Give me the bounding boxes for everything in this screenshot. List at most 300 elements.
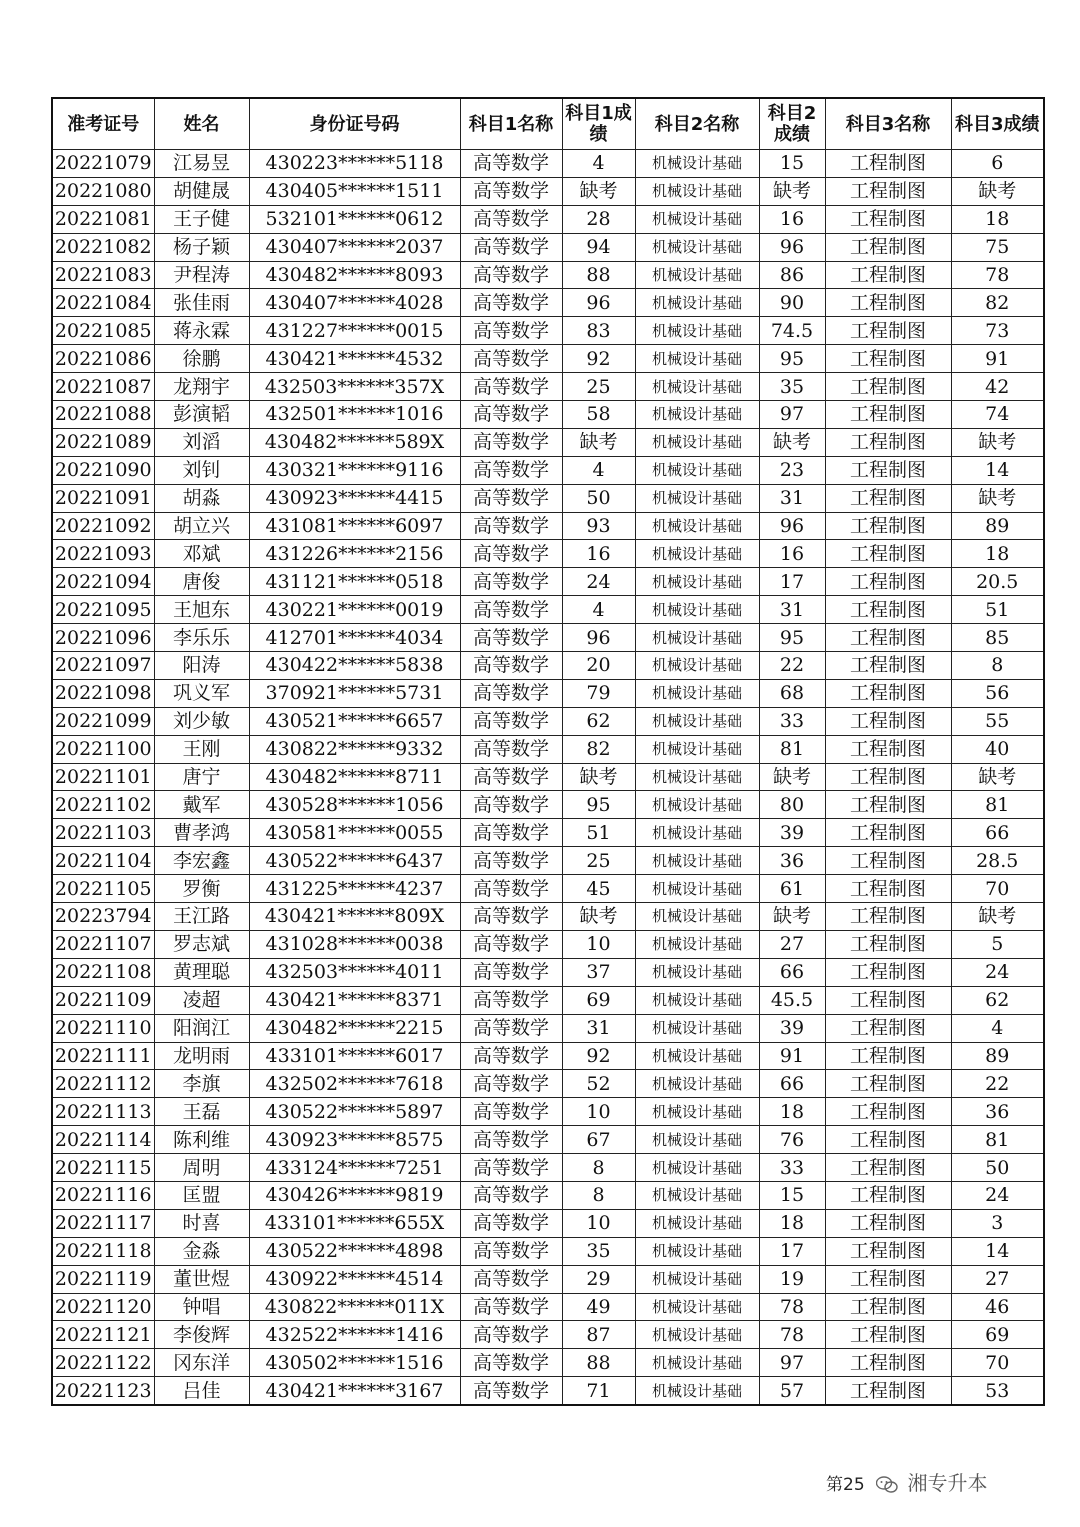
subject3-score-cell: 62 <box>951 986 1044 1014</box>
subject2-score-cell: 33 <box>759 707 825 735</box>
id-number-cell: 430922******4514 <box>249 1265 460 1293</box>
exam-id-cell: 20221099 <box>52 707 154 735</box>
subject1-score-cell: 8 <box>562 1154 635 1182</box>
subject3-score-cell: 81 <box>951 1126 1044 1154</box>
table-row <box>52 1349 1044 1377</box>
subject1-score-cell: 4 <box>562 150 635 178</box>
subject2-score-cell: 68 <box>759 679 825 707</box>
subject3-name-cell: 工程制图 <box>825 1042 951 1070</box>
subject2-name-cell: 机械设计基础 <box>635 847 759 875</box>
exam-id-cell: 20221113 <box>52 1098 154 1126</box>
subject1-score-cell: 25 <box>562 847 635 875</box>
subject1-score-cell: 45 <box>562 875 635 903</box>
id-number-cell: 412701******4034 <box>249 624 460 652</box>
name-cell: 胡健晟 <box>154 177 249 205</box>
id-number-cell: 430522******5897 <box>249 1098 460 1126</box>
subject3-score-cell: 18 <box>951 540 1044 568</box>
subject1-name-cell: 高等数学 <box>460 1321 562 1349</box>
subject3-name-cell: 工程制图 <box>825 1377 951 1405</box>
subject1-score-cell: 51 <box>562 819 635 847</box>
subject3-name-cell: 工程制图 <box>825 1321 951 1349</box>
table-row <box>52 791 1044 819</box>
table-row <box>52 679 1044 707</box>
table-row <box>52 1209 1044 1237</box>
exam-id-cell: 20221087 <box>52 373 154 401</box>
subject3-score-cell: 66 <box>951 819 1044 847</box>
id-number-cell: 430522******4898 <box>249 1237 460 1265</box>
name-cell: 龙翔宇 <box>154 373 249 401</box>
table-row <box>52 1014 1044 1042</box>
subject2-name-cell: 机械设计基础 <box>635 763 759 791</box>
exam-id-cell: 20221104 <box>52 847 154 875</box>
subject3-name-cell: 工程制图 <box>825 791 951 819</box>
subject3-score-cell: 81 <box>951 791 1044 819</box>
subject2-name-cell: 机械设计基础 <box>635 735 759 763</box>
name-cell: 彭演韬 <box>154 401 249 429</box>
subject1-score-cell: 24 <box>562 568 635 596</box>
subject1-name-cell: 高等数学 <box>460 596 562 624</box>
subject2-score-cell: 16 <box>759 540 825 568</box>
subject1-name-cell: 高等数学 <box>460 958 562 986</box>
header-cell: 准考证号 <box>52 98 154 150</box>
subject2-score-cell: 31 <box>759 596 825 624</box>
name-cell: 胡淼 <box>154 484 249 512</box>
subject3-score-cell: 55 <box>951 707 1044 735</box>
id-number-cell: 430923******4415 <box>249 484 460 512</box>
subject3-name-cell: 工程制图 <box>825 596 951 624</box>
subject1-score-cell: 28 <box>562 205 635 233</box>
subject1-score-cell: 58 <box>562 401 635 429</box>
table-row <box>52 1237 1044 1265</box>
exam-id-cell: 20221085 <box>52 317 154 345</box>
exam-id-cell: 20221122 <box>52 1349 154 1377</box>
exam-id-cell: 20221083 <box>52 261 154 289</box>
table-row <box>52 1321 1044 1349</box>
wechat-icon <box>876 1476 898 1494</box>
subject1-score-cell: 4 <box>562 596 635 624</box>
subject2-score-cell: 61 <box>759 875 825 903</box>
exam-id-cell: 20221119 <box>52 1265 154 1293</box>
id-number-cell: 431227******0015 <box>249 317 460 345</box>
subject1-name-cell: 高等数学 <box>460 1042 562 1070</box>
id-number-cell: 430822******011X <box>249 1293 460 1321</box>
subject1-score-cell: 35 <box>562 1237 635 1265</box>
name-cell: 巩义军 <box>154 679 249 707</box>
exam-id-cell: 20221091 <box>52 484 154 512</box>
subject3-score-cell: 6 <box>951 150 1044 178</box>
id-number-cell: 430482******589X <box>249 428 460 456</box>
subject2-name-cell: 机械设计基础 <box>635 289 759 317</box>
subject3-name-cell: 工程制图 <box>825 512 951 540</box>
subject3-score-cell: 78 <box>951 261 1044 289</box>
subject3-score-cell: 89 <box>951 1042 1044 1070</box>
table-row <box>52 484 1044 512</box>
name-cell: 时喜 <box>154 1209 249 1237</box>
subject3-score-cell: 3 <box>951 1209 1044 1237</box>
subject1-score-cell: 10 <box>562 1209 635 1237</box>
name-cell: 匡盟 <box>154 1181 249 1209</box>
table-row <box>52 596 1044 624</box>
exam-id-cell: 20221097 <box>52 652 154 680</box>
subject2-name-cell: 机械设计基础 <box>635 317 759 345</box>
subject2-name-cell: 机械设计基础 <box>635 679 759 707</box>
subject3-name-cell: 工程制图 <box>825 484 951 512</box>
exam-id-cell: 20221092 <box>52 512 154 540</box>
id-number-cell: 430421******809X <box>249 903 460 931</box>
id-number-cell: 432503******357X <box>249 373 460 401</box>
subject2-score-cell: 36 <box>759 847 825 875</box>
subject3-name-cell: 工程制图 <box>825 1098 951 1126</box>
table-row <box>52 568 1044 596</box>
subject3-name-cell: 工程制图 <box>825 1349 951 1377</box>
exam-id-cell: 20221121 <box>52 1321 154 1349</box>
subject1-name-cell: 高等数学 <box>460 624 562 652</box>
table-row <box>52 847 1044 875</box>
subject1-score-cell: 16 <box>562 540 635 568</box>
exam-id-cell: 20221100 <box>52 735 154 763</box>
subject3-score-cell: 4 <box>951 1014 1044 1042</box>
subject1-name-cell: 高等数学 <box>460 484 562 512</box>
subject2-score-cell: 16 <box>759 205 825 233</box>
id-number-cell: 430502******1516 <box>249 1349 460 1377</box>
exam-id-cell: 20221107 <box>52 930 154 958</box>
name-cell: 刘钊 <box>154 456 249 484</box>
subject2-score-cell: 缺考 <box>759 903 825 931</box>
subject2-name-cell: 机械设计基础 <box>635 1014 759 1042</box>
header-cell: 科目1成绩 <box>562 98 635 150</box>
exam-id-cell: 20221093 <box>52 540 154 568</box>
subject3-score-cell: 24 <box>951 958 1044 986</box>
table-row <box>52 401 1044 429</box>
subject2-name-cell: 机械设计基础 <box>635 1377 759 1405</box>
id-number-cell: 430421******4532 <box>249 345 460 373</box>
subject1-score-cell: 67 <box>562 1126 635 1154</box>
id-number-cell: 432502******7618 <box>249 1070 460 1098</box>
subject2-name-cell: 机械设计基础 <box>635 930 759 958</box>
subject2-name-cell: 机械设计基础 <box>635 540 759 568</box>
table-row <box>52 317 1044 345</box>
name-cell: 胡立兴 <box>154 512 249 540</box>
id-number-cell: 430822******9332 <box>249 735 460 763</box>
id-number-cell: 430581******0055 <box>249 819 460 847</box>
exam-id-cell: 20221115 <box>52 1154 154 1182</box>
id-number-cell: 430421******8371 <box>249 986 460 1014</box>
id-number-cell: 430521******6657 <box>249 707 460 735</box>
subject1-name-cell: 高等数学 <box>460 735 562 763</box>
subject1-name-cell: 高等数学 <box>460 150 562 178</box>
subject2-score-cell: 78 <box>759 1321 825 1349</box>
subject2-score-cell: 45.5 <box>759 986 825 1014</box>
subject3-score-cell: 85 <box>951 624 1044 652</box>
exam-id-cell: 20223794 <box>52 903 154 931</box>
subject3-name-cell: 工程制图 <box>825 1181 951 1209</box>
subject3-score-cell: 50 <box>951 1154 1044 1182</box>
subject2-score-cell: 缺考 <box>759 428 825 456</box>
id-number-cell: 430407******4028 <box>249 289 460 317</box>
header-cell: 科目1名称 <box>460 98 562 150</box>
name-cell: 王磊 <box>154 1098 249 1126</box>
name-cell: 唐俊 <box>154 568 249 596</box>
subject2-name-cell: 机械设计基础 <box>635 373 759 401</box>
table-row <box>52 1377 1044 1405</box>
subject2-name-cell: 机械设计基础 <box>635 707 759 735</box>
name-cell: 唐宁 <box>154 763 249 791</box>
subject1-score-cell: 62 <box>562 707 635 735</box>
subject1-name-cell: 高等数学 <box>460 205 562 233</box>
exam-id-cell: 20221108 <box>52 958 154 986</box>
subject2-score-cell: 81 <box>759 735 825 763</box>
subject1-name-cell: 高等数学 <box>460 1070 562 1098</box>
subject2-name-cell: 机械设计基础 <box>635 1349 759 1377</box>
exam-id-cell: 20221080 <box>52 177 154 205</box>
name-cell: 曹孝鸿 <box>154 819 249 847</box>
table-row <box>52 1070 1044 1098</box>
subject2-name-cell: 机械设计基础 <box>635 624 759 652</box>
exam-id-cell: 20221103 <box>52 819 154 847</box>
exam-id-cell: 20221102 <box>52 791 154 819</box>
subject3-name-cell: 工程制图 <box>825 624 951 652</box>
subject1-score-cell: 10 <box>562 1098 635 1126</box>
subject3-score-cell: 缺考 <box>951 763 1044 791</box>
subject2-score-cell: 57 <box>759 1377 825 1405</box>
page-number: 第25 <box>826 1475 865 1495</box>
subject3-name-cell: 工程制图 <box>825 233 951 261</box>
subject1-name-cell: 高等数学 <box>460 1293 562 1321</box>
name-cell: 杨子颖 <box>154 233 249 261</box>
subject1-name-cell: 高等数学 <box>460 1237 562 1265</box>
subject1-name-cell: 高等数学 <box>460 317 562 345</box>
subject1-score-cell: 20 <box>562 652 635 680</box>
subject2-score-cell: 缺考 <box>759 177 825 205</box>
subject3-name-cell: 工程制图 <box>825 150 951 178</box>
subject1-name-cell: 高等数学 <box>460 428 562 456</box>
table-row <box>52 150 1044 178</box>
exam-id-cell: 20221120 <box>52 1293 154 1321</box>
subject3-score-cell: 14 <box>951 456 1044 484</box>
subject3-score-cell: 40 <box>951 735 1044 763</box>
id-number-cell: 430923******8575 <box>249 1126 460 1154</box>
exam-id-cell: 20221110 <box>52 1014 154 1042</box>
table-row <box>52 652 1044 680</box>
name-cell: 王江路 <box>154 903 249 931</box>
name-cell: 刘少敏 <box>154 707 249 735</box>
subject3-score-cell: 20.5 <box>951 568 1044 596</box>
subject2-name-cell: 机械设计基础 <box>635 261 759 289</box>
subject1-name-cell: 高等数学 <box>460 540 562 568</box>
subject2-name-cell: 机械设计基础 <box>635 1237 759 1265</box>
subject1-score-cell: 缺考 <box>562 903 635 931</box>
subject2-score-cell: 90 <box>759 289 825 317</box>
id-number-cell: 433124******7251 <box>249 1154 460 1182</box>
exam-id-cell: 20221109 <box>52 986 154 1014</box>
subject1-score-cell: 83 <box>562 317 635 345</box>
subject1-name-cell: 高等数学 <box>460 1181 562 1209</box>
subject3-score-cell: 28.5 <box>951 847 1044 875</box>
name-cell: 尹程涛 <box>154 261 249 289</box>
table-row <box>52 205 1044 233</box>
subject2-score-cell: 18 <box>759 1209 825 1237</box>
subject1-name-cell: 高等数学 <box>460 289 562 317</box>
subject3-score-cell: 75 <box>951 233 1044 261</box>
subject2-name-cell: 机械设计基础 <box>635 652 759 680</box>
subject3-name-cell: 工程制图 <box>825 345 951 373</box>
subject3-name-cell: 工程制图 <box>825 930 951 958</box>
subject3-name-cell: 工程制图 <box>825 958 951 986</box>
table-row <box>52 958 1044 986</box>
subject1-name-cell: 高等数学 <box>460 1209 562 1237</box>
subject1-score-cell: 71 <box>562 1377 635 1405</box>
subject3-score-cell: 22 <box>951 1070 1044 1098</box>
subject1-name-cell: 高等数学 <box>460 847 562 875</box>
table-row <box>52 345 1044 373</box>
table-row <box>52 1154 1044 1182</box>
name-cell: 冈东洋 <box>154 1349 249 1377</box>
subject1-name-cell: 高等数学 <box>460 903 562 931</box>
subject2-score-cell: 66 <box>759 958 825 986</box>
name-cell: 刘滔 <box>154 428 249 456</box>
name-cell: 钟唱 <box>154 1293 249 1321</box>
name-cell: 李俊辉 <box>154 1321 249 1349</box>
subject1-score-cell: 52 <box>562 1070 635 1098</box>
subject3-score-cell: 36 <box>951 1098 1044 1126</box>
subject3-name-cell: 工程制图 <box>825 847 951 875</box>
subject3-name-cell: 工程制图 <box>825 540 951 568</box>
subject1-name-cell: 高等数学 <box>460 1126 562 1154</box>
subject3-name-cell: 工程制图 <box>825 456 951 484</box>
subject3-name-cell: 工程制图 <box>825 763 951 791</box>
id-number-cell: 430221******0019 <box>249 596 460 624</box>
subject3-name-cell: 工程制图 <box>825 317 951 345</box>
id-number-cell: 430321******9116 <box>249 456 460 484</box>
subject1-score-cell: 4 <box>562 456 635 484</box>
id-number-cell: 432501******1016 <box>249 401 460 429</box>
subject3-score-cell: 51 <box>951 596 1044 624</box>
exam-id-cell: 20221117 <box>52 1209 154 1237</box>
name-cell: 董世煜 <box>154 1265 249 1293</box>
subject3-score-cell: 27 <box>951 1265 1044 1293</box>
exam-id-cell: 20221094 <box>52 568 154 596</box>
subject1-name-cell: 高等数学 <box>460 233 562 261</box>
subject2-name-cell: 机械设计基础 <box>635 1126 759 1154</box>
subject3-name-cell: 工程制图 <box>825 1265 951 1293</box>
table-row <box>52 875 1044 903</box>
subject1-score-cell: 92 <box>562 345 635 373</box>
exam-id-cell: 20221089 <box>52 428 154 456</box>
exam-id-cell: 20221105 <box>52 875 154 903</box>
header-cell: 身份证号码 <box>249 98 460 150</box>
subject3-score-cell: 56 <box>951 679 1044 707</box>
name-cell: 戴军 <box>154 791 249 819</box>
subject1-name-cell: 高等数学 <box>460 1098 562 1126</box>
subject2-score-cell: 22 <box>759 652 825 680</box>
subject1-score-cell: 94 <box>562 233 635 261</box>
subject3-score-cell: 缺考 <box>951 428 1044 456</box>
subject1-name-cell: 高等数学 <box>460 791 562 819</box>
table-row <box>52 456 1044 484</box>
subject1-score-cell: 93 <box>562 512 635 540</box>
id-number-cell: 430482******8711 <box>249 763 460 791</box>
id-number-cell: 431081******6097 <box>249 512 460 540</box>
subject2-score-cell: 97 <box>759 1349 825 1377</box>
subject2-name-cell: 机械设计基础 <box>635 428 759 456</box>
subject3-score-cell: 82 <box>951 289 1044 317</box>
subject3-name-cell: 工程制图 <box>825 875 951 903</box>
subject2-score-cell: 缺考 <box>759 763 825 791</box>
subject1-score-cell: 87 <box>562 1321 635 1349</box>
subject2-name-cell: 机械设计基础 <box>635 456 759 484</box>
subject2-score-cell: 18 <box>759 1098 825 1126</box>
id-number-cell: 532101******0612 <box>249 205 460 233</box>
subject1-name-cell: 高等数学 <box>460 1349 562 1377</box>
subject2-name-cell: 机械设计基础 <box>635 1209 759 1237</box>
subject1-name-cell: 高等数学 <box>460 707 562 735</box>
id-number-cell: 431028******0038 <box>249 930 460 958</box>
subject2-name-cell: 机械设计基础 <box>635 345 759 373</box>
page-footer <box>826 1467 987 1496</box>
subject1-score-cell: 31 <box>562 1014 635 1042</box>
exam-id-cell: 20221123 <box>52 1377 154 1405</box>
subject3-score-cell: 缺考 <box>951 177 1044 205</box>
subject2-name-cell: 机械设计基础 <box>635 1265 759 1293</box>
subject3-score-cell: 14 <box>951 1237 1044 1265</box>
table-row <box>52 233 1044 261</box>
subject1-score-cell: 50 <box>562 484 635 512</box>
subject3-name-cell: 工程制图 <box>825 289 951 317</box>
subject1-name-cell: 高等数学 <box>460 652 562 680</box>
subject3-score-cell: 91 <box>951 345 1044 373</box>
subject2-name-cell: 机械设计基础 <box>635 958 759 986</box>
exam-id-cell: 20221101 <box>52 763 154 791</box>
subject1-name-cell: 高等数学 <box>460 875 562 903</box>
subject2-score-cell: 95 <box>759 624 825 652</box>
subject2-score-cell: 17 <box>759 568 825 596</box>
name-cell: 罗志斌 <box>154 930 249 958</box>
table-row <box>52 624 1044 652</box>
exam-id-cell: 20221086 <box>52 345 154 373</box>
id-number-cell: 430522******6437 <box>249 847 460 875</box>
subject1-score-cell: 79 <box>562 679 635 707</box>
subject2-name-cell: 机械设计基础 <box>635 177 759 205</box>
subject1-name-cell: 高等数学 <box>460 373 562 401</box>
subject2-score-cell: 31 <box>759 484 825 512</box>
name-cell: 罗衡 <box>154 875 249 903</box>
exam-id-cell: 20221111 <box>52 1042 154 1070</box>
subject2-name-cell: 机械设计基础 <box>635 1042 759 1070</box>
table-row <box>52 1098 1044 1126</box>
subject2-name-cell: 机械设计基础 <box>635 484 759 512</box>
watermark-text: 湘专升本 <box>907 1471 988 1495</box>
subject3-name-cell: 工程制图 <box>825 261 951 289</box>
name-cell: 徐鹏 <box>154 345 249 373</box>
id-number-cell: 430421******3167 <box>249 1377 460 1405</box>
id-number-cell: 431225******4237 <box>249 875 460 903</box>
score-table <box>51 97 1045 1406</box>
subject3-name-cell: 工程制图 <box>825 1209 951 1237</box>
subject2-score-cell: 96 <box>759 512 825 540</box>
subject1-name-cell: 高等数学 <box>460 679 562 707</box>
subject2-score-cell: 15 <box>759 1181 825 1209</box>
table-row <box>52 1265 1044 1293</box>
table-row <box>52 1042 1044 1070</box>
subject3-score-cell: 70 <box>951 875 1044 903</box>
subject3-score-cell: 缺考 <box>951 484 1044 512</box>
subject2-name-cell: 机械设计基础 <box>635 903 759 931</box>
subject2-score-cell: 15 <box>759 150 825 178</box>
subject1-name-cell: 高等数学 <box>460 986 562 1014</box>
name-cell: 金淼 <box>154 1237 249 1265</box>
subject3-name-cell: 工程制图 <box>825 652 951 680</box>
table-row <box>52 289 1044 317</box>
